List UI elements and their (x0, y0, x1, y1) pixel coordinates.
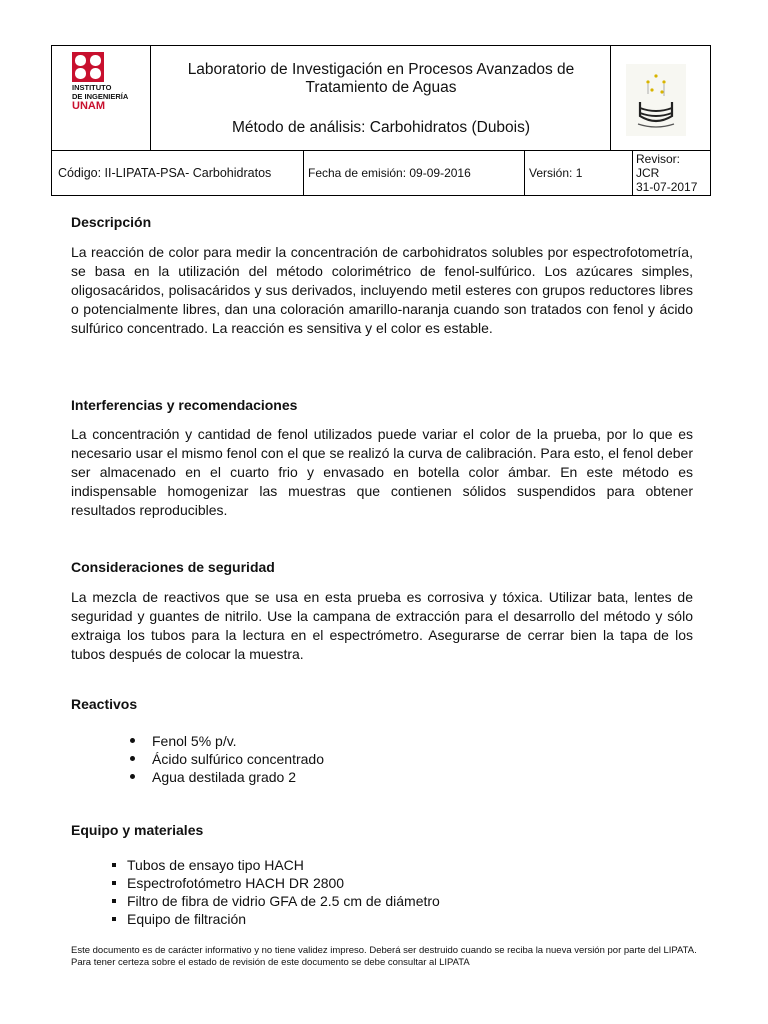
lab-title-line2: Tratamiento de Aguas (305, 79, 457, 96)
heading-descripcion: Descripción (71, 214, 152, 230)
institute-logo (52, 46, 151, 151)
list-item: Equipo de filtración (71, 910, 440, 928)
issue-date: Fecha de emisión: 09-09-2016 (308, 166, 471, 180)
list-item: Ácido sulfúrico concentrado (71, 750, 324, 768)
logo-line-institute: INSTITUTO (72, 83, 112, 92)
paragraph-descripcion: La reacción de color para medir la concentración de carbohidratos solubles por espectrofotometría, se basa en la utilización del método colorimétrico de fenol-sulfúrico. Los azúcares simples, oligosacáridos, polisacáridos y sus derivados, incluyendo metil esteres con grupos reductores libres o potencialmente libres, dan una coloración amarillo-naranja cuando son tratados con fenol y ácido sulfúrico concentrado. La reacción es sensitiva y el color es estable. (71, 244, 693, 336)
heading-interferencias: Interferencias y recomendaciones (71, 397, 298, 413)
lab-title-line1: Laboratorio de Investigación en Procesos Avanzados de (187, 61, 575, 78)
list-item: Tubos de ensayo tipo HACH (71, 856, 440, 874)
lab-emblem-cell (611, 46, 711, 151)
equipment-list (71, 856, 440, 928)
logo-line-engineering: DE INGENIERÍA (72, 92, 129, 101)
reviewer-info (633, 151, 711, 196)
reviewer-date: 31-07-2017 (636, 180, 698, 194)
heading-equipo: Equipo y materiales (71, 822, 204, 838)
list-item: Fenol 5% p/v. (71, 732, 324, 750)
logo-line-unam: UNAM (72, 100, 105, 112)
reagents-list (71, 732, 324, 786)
heading-seguridad: Consideraciones de seguridad (71, 559, 275, 575)
lab-emblem-icon (626, 64, 686, 136)
reviewer-name: JCR (636, 166, 660, 180)
method-title: Método de análisis: Carbohidratos (Dubois) (231, 119, 531, 136)
header-title-cell (151, 46, 611, 151)
lab-title (151, 61, 611, 97)
heading-reactivos: Reactivos (71, 696, 138, 712)
reviewer-label: Revisor: (636, 152, 681, 166)
document-code: Código: II-LIPATA-PSA- Carbohidratos (58, 166, 272, 180)
footer-disclaimer: Este documento es de carácter informativo y no tiene validez impreso. Deberá ser destruido cuando se reciba la nueva versión por parte del LIPATA. Para tener certeza sobre el estado de revisión de este documento se debe consultar al LIPATA (71, 945, 697, 968)
unam-engineering-logo-icon (72, 52, 104, 82)
list-item: Filtro de fibra de vidrio GFA de 2.5 cm de diámetro (71, 892, 440, 910)
list-item: Espectrofotómetro HACH DR 2800 (71, 874, 440, 892)
document-header-table (51, 45, 711, 196)
version: Versión: 1 (529, 166, 583, 180)
paragraph-seguridad: La mezcla de reactivos que se usa en esta prueba es corrosiva y tóxica. Utilizar bata, lentes de seguridad y guantes de nitrilo. Use la campana de extracción para el desarrollo del método y sólo extraiga los tubos para la lectura en el espectrómetro. Asegurarse de cerrar bien la tapa de los tubos después de colocar la muestra. (71, 589, 693, 662)
paragraph-interferencias: La concentración y cantidad de fenol utilizados puede variar el color de la prueba, por lo que es necesario usar el mismo fenol con el que se realizó la curva de calibración. Para esto, el fenol deber ser almacenado en el cuarto frio y envasado en botella color ámbar. En este método es indispensable homogenizar las muestras que contienen sólidos suspendidos para obtener resultados reproducibles. (71, 426, 693, 518)
list-item: Agua destilada grado 2 (71, 768, 324, 786)
